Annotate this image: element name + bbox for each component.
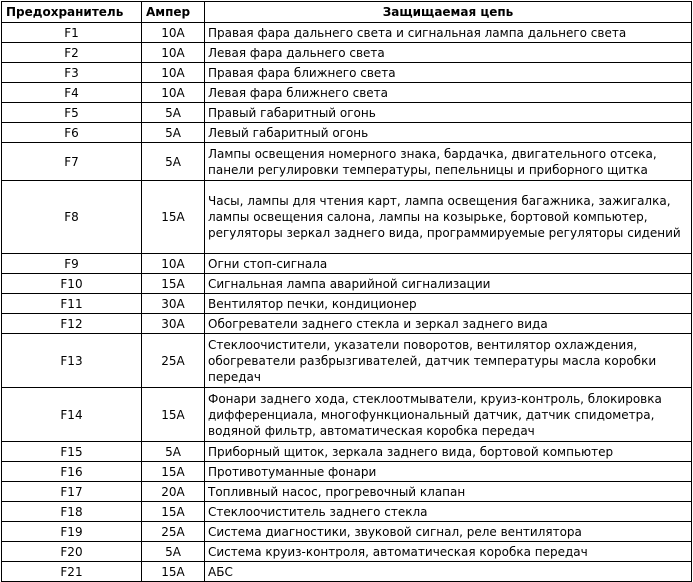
header-circuit: Защищаемая цепь: [205, 2, 692, 23]
protected-circuit: Обогреватели заднего стекла и зеркал заднего вида: [205, 314, 692, 334]
fuse-id: F5: [2, 103, 142, 123]
table-row: [2, 143, 692, 181]
fuse-id: F17: [2, 482, 142, 502]
fuse-id: F18: [2, 502, 142, 522]
fuse-amperage: 5A: [142, 442, 205, 462]
protected-circuit: Правый габаритный огонь: [205, 103, 692, 123]
table-row: [2, 334, 692, 388]
table-row: [2, 43, 692, 63]
table-row: [2, 442, 692, 462]
fuse-amperage: 5A: [142, 123, 205, 143]
protected-circuit: Левый габаритный огонь: [205, 123, 692, 143]
fuse-id: F2: [2, 43, 142, 63]
table-row: [2, 562, 692, 582]
fuse-id: F6: [2, 123, 142, 143]
fuse-amperage: 10A: [142, 254, 205, 274]
protected-circuit: Часы, лампы для чтения карт, лампа освещения багажника, зажигалка, лампы освещения салона, лампы на козырьке, бортовой компьютер, регуляторы зеркал заднего вида, программируемые регуляторы сидений: [205, 181, 692, 254]
protected-circuit: Левая фара ближнего света: [205, 83, 692, 103]
header-fuse: Предохранитель: [2, 2, 142, 23]
fuse-id: F13: [2, 334, 142, 388]
table-row: [2, 462, 692, 482]
fuse-amperage: 15A: [142, 388, 205, 442]
table-row: [2, 274, 692, 294]
protected-circuit: Сигнальная лампа аварийной сигнализации: [205, 274, 692, 294]
protected-circuit: АБС: [205, 562, 692, 582]
fuse-id: F1: [2, 23, 142, 43]
protected-circuit: Вентилятор печки, кондиционер: [205, 294, 692, 314]
protected-circuit: Система круиз-контроля, автоматическая коробка передач: [205, 542, 692, 562]
table-row: [2, 63, 692, 83]
protected-circuit: Стеклоочистители, указатели поворотов, вентилятор охлаждения, обогреватели разбрызгивателей, датчик температуры масла коробки передач: [205, 334, 692, 388]
protected-circuit: Фонари заднего хода, стеклоотмыватели, круиз-контроль, блокировка дифференциала, многофункциональный датчик, датчик спидометра, водяной фильтр, автоматическая коробка передач: [205, 388, 692, 442]
fuse-id: F12: [2, 314, 142, 334]
protected-circuit: Левая фара дальнего света: [205, 43, 692, 63]
fuse-amperage: 10A: [142, 83, 205, 103]
protected-circuit: Огни стоп-сигнала: [205, 254, 692, 274]
fuse-id: F3: [2, 63, 142, 83]
protected-circuit: Лампы освещения номерного знака, бардачка, двигательного отсека, панели регулировки температуры, пепельницы и приборного щитка: [205, 143, 692, 181]
fuse-id: F19: [2, 522, 142, 542]
fuse-amperage: 5A: [142, 542, 205, 562]
fuse-id: F15: [2, 442, 142, 462]
fuse-id: F8: [2, 181, 142, 254]
table-row: [2, 254, 692, 274]
fuse-id: F4: [2, 83, 142, 103]
table-row: [2, 123, 692, 143]
fuse-amperage: 10A: [142, 63, 205, 83]
fuse-amperage: 10A: [142, 43, 205, 63]
protected-circuit: Приборный щиток, зеркала заднего вида, бортовой компьютер: [205, 442, 692, 462]
table-row: [2, 388, 692, 442]
table-row: [2, 482, 692, 502]
header-row: [2, 2, 692, 23]
fuse-id: F7: [2, 143, 142, 181]
fuse-id: F20: [2, 542, 142, 562]
table-row: [2, 522, 692, 542]
fuse-id: F16: [2, 462, 142, 482]
fuse-amperage: 10A: [142, 23, 205, 43]
fuse-id: F9: [2, 254, 142, 274]
protected-circuit: Стеклоочиститель заднего стекла: [205, 502, 692, 522]
protected-circuit: Система диагностики, звуковой сигнал, реле вентилятора: [205, 522, 692, 542]
fuse-id: F11: [2, 294, 142, 314]
fuse-amperage: 5A: [142, 143, 205, 181]
header-amp: Ампер: [142, 2, 205, 23]
protected-circuit: Правая фара дальнего света и сигнальная лампа дальнего света: [205, 23, 692, 43]
fuse-amperage: 5A: [142, 103, 205, 123]
protected-circuit: Топливный насос, прогревочный клапан: [205, 482, 692, 502]
fuse-table: [1, 1, 692, 582]
table-row: [2, 294, 692, 314]
fuse-amperage: 15A: [142, 274, 205, 294]
table-row: [2, 502, 692, 522]
protected-circuit: Правая фара ближнего света: [205, 63, 692, 83]
table-row: [2, 314, 692, 334]
fuse-amperage: 20A: [142, 482, 205, 502]
table-row: [2, 103, 692, 123]
fuse-id: F21: [2, 562, 142, 582]
fuse-amperage: 15A: [142, 502, 205, 522]
fuse-amperage: 15A: [142, 181, 205, 254]
protected-circuit: Противотуманные фонари: [205, 462, 692, 482]
fuse-id: F10: [2, 274, 142, 294]
fuse-amperage: 15A: [142, 462, 205, 482]
table-row: [2, 23, 692, 43]
fuse-amperage: 30A: [142, 314, 205, 334]
fuse-id: F14: [2, 388, 142, 442]
table-row: [2, 83, 692, 103]
table-row: [2, 542, 692, 562]
fuse-amperage: 25A: [142, 334, 205, 388]
fuse-amperage: 25A: [142, 522, 205, 542]
fuse-amperage: 15A: [142, 562, 205, 582]
table-row: [2, 181, 692, 254]
fuse-amperage: 30A: [142, 294, 205, 314]
